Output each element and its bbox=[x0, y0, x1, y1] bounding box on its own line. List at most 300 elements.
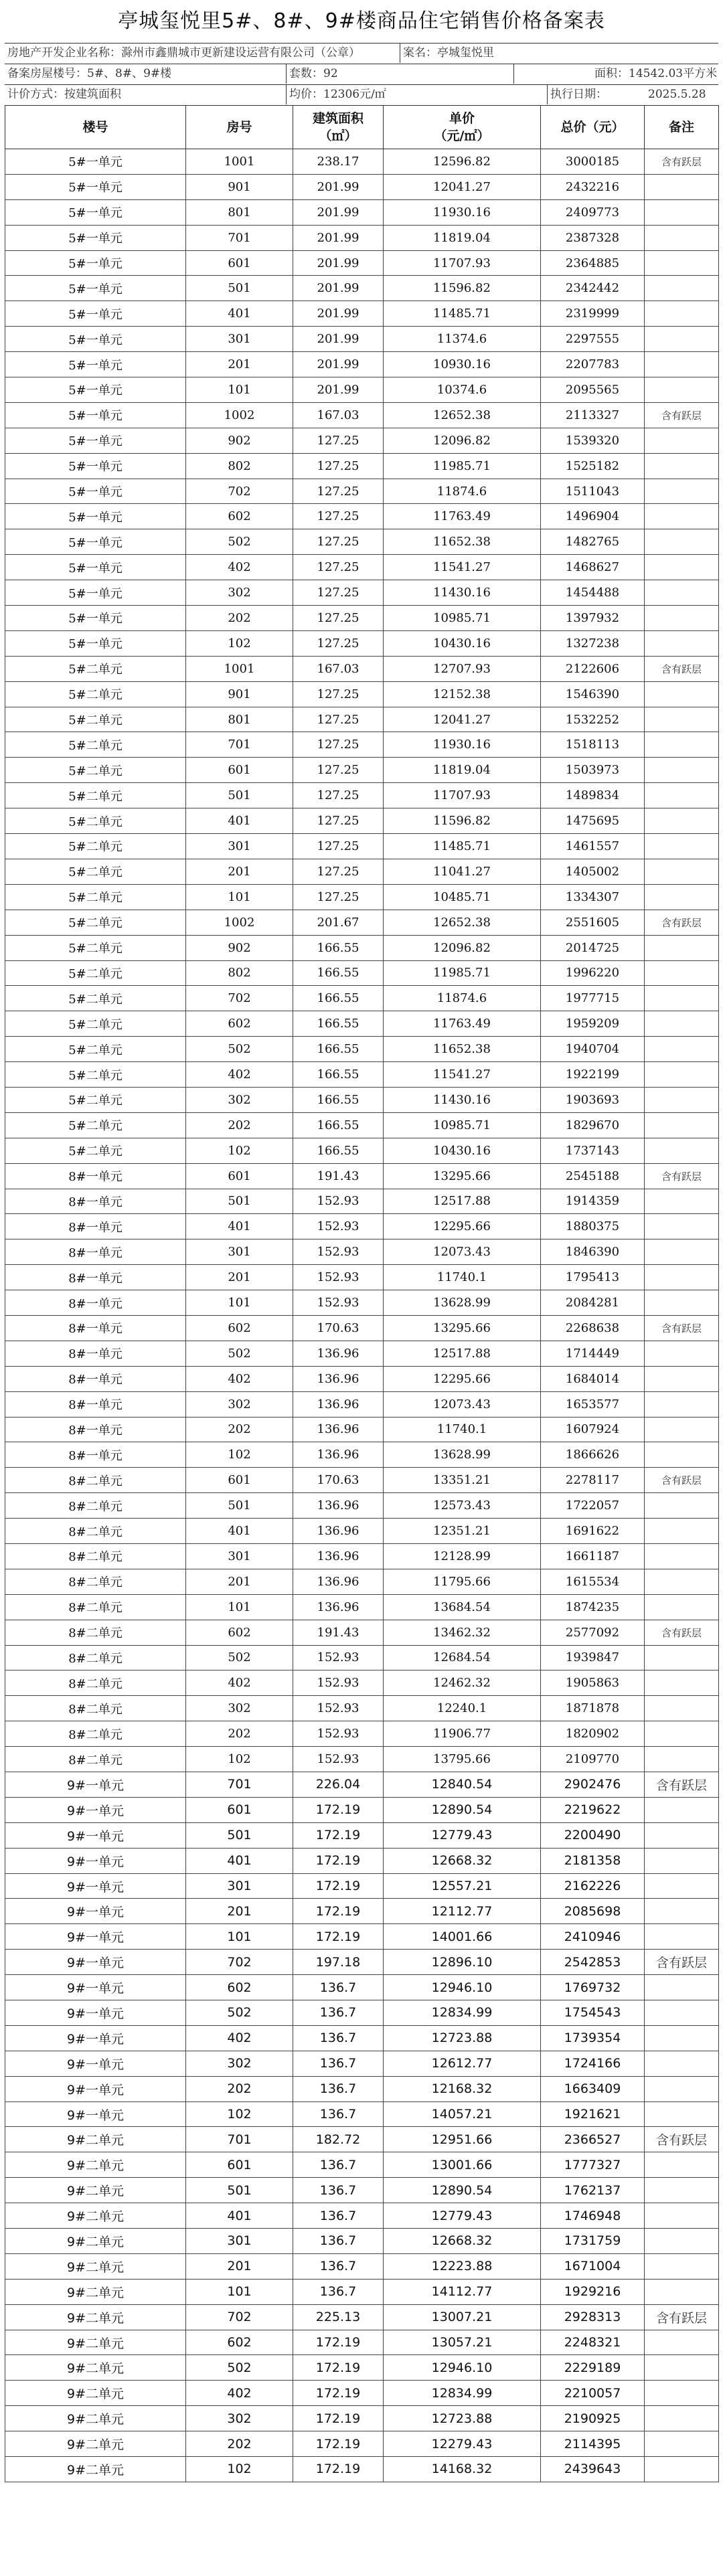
total-price-cell: 1397932 bbox=[541, 606, 645, 631]
table-row bbox=[5, 758, 719, 783]
building-cell: 9#二单元 bbox=[5, 2457, 186, 2482]
building-cell: 5#二单元 bbox=[5, 1037, 186, 1062]
note-cell bbox=[645, 2152, 719, 2178]
note-cell bbox=[645, 2457, 719, 2482]
note-cell bbox=[645, 2406, 719, 2431]
note-cell bbox=[645, 1645, 719, 1670]
table-row bbox=[5, 327, 719, 352]
table-row bbox=[5, 1519, 719, 1544]
building-cell: 8#二单元 bbox=[5, 1519, 186, 1544]
total-price-cell: 2190925 bbox=[541, 2406, 645, 2431]
total-price-cell: 1454488 bbox=[541, 580, 645, 606]
building-cell: 5#一单元 bbox=[5, 352, 186, 377]
area-cell: 191.43 bbox=[293, 1163, 384, 1189]
note-cell bbox=[645, 2355, 719, 2381]
area-cell: 127.25 bbox=[293, 606, 384, 631]
room-cell: 101 bbox=[186, 884, 293, 910]
table-row bbox=[5, 377, 719, 403]
area-cell: 152.93 bbox=[293, 1189, 384, 1214]
unit-price-cell: 11707.93 bbox=[384, 783, 541, 808]
room-cell: 302 bbox=[186, 2406, 293, 2431]
area-cell: 172.19 bbox=[293, 1873, 384, 1899]
room-cell: 101 bbox=[186, 1290, 293, 1316]
note-cell bbox=[645, 2431, 719, 2457]
note-cell bbox=[645, 1011, 719, 1037]
note-cell bbox=[645, 1899, 719, 1924]
table-row bbox=[5, 1163, 719, 1189]
area-cell: 172.19 bbox=[293, 2406, 384, 2431]
building-cell: 8#二单元 bbox=[5, 1569, 186, 1594]
unit-price-cell: 10374.6 bbox=[384, 377, 541, 403]
building-cell: 9#一单元 bbox=[5, 2000, 186, 2026]
total-price-cell: 1959209 bbox=[541, 1011, 645, 1037]
building-cell: 8#一单元 bbox=[5, 1417, 186, 1442]
table-row bbox=[5, 1747, 719, 1772]
meta-row-developer bbox=[5, 43, 718, 64]
total-price-cell: 1820902 bbox=[541, 1721, 645, 1747]
unit-price-cell: 11906.77 bbox=[384, 1721, 541, 1747]
total-price-cell: 1940704 bbox=[541, 1037, 645, 1062]
room-cell: 401 bbox=[186, 1214, 293, 1239]
unit-price-cell: 11652.38 bbox=[384, 529, 541, 555]
room-cell: 102 bbox=[186, 2457, 293, 2482]
total-price-cell: 2278117 bbox=[541, 1468, 645, 1493]
unit-price-cell: 12612.77 bbox=[384, 2051, 541, 2076]
building-cell: 9#一单元 bbox=[5, 2025, 186, 2051]
building-cell: 8#二单元 bbox=[5, 1670, 186, 1696]
header-unit-price bbox=[384, 106, 541, 149]
building-cell: 8#一单元 bbox=[5, 1239, 186, 1265]
room-cell: 401 bbox=[186, 808, 293, 834]
table-row bbox=[5, 732, 719, 758]
total-price-cell: 1671004 bbox=[541, 2253, 645, 2279]
total-price-cell: 2248321 bbox=[541, 2330, 645, 2355]
room-cell: 402 bbox=[186, 555, 293, 580]
note-cell bbox=[645, 1442, 719, 1468]
note-cell bbox=[645, 1797, 719, 1822]
total-price-cell: 1405002 bbox=[541, 859, 645, 884]
unit-price-cell: 12041.27 bbox=[384, 707, 541, 732]
building-cell: 9#一单元 bbox=[5, 1924, 186, 1950]
total-price-cell: 1922199 bbox=[541, 1062, 645, 1088]
building-cell: 5#一单元 bbox=[5, 504, 186, 529]
room-cell: 701 bbox=[186, 1772, 293, 1798]
building-cell: 5#一单元 bbox=[5, 529, 186, 555]
table-row bbox=[5, 783, 719, 808]
note-cell bbox=[645, 428, 719, 453]
room-cell: 702 bbox=[186, 479, 293, 504]
room-cell: 701 bbox=[186, 732, 293, 758]
note-cell bbox=[645, 174, 719, 199]
total-price-cell: 1737143 bbox=[541, 1138, 645, 1163]
table-row bbox=[5, 1037, 719, 1062]
table-row bbox=[5, 580, 719, 606]
building-cell: 5#一单元 bbox=[5, 327, 186, 352]
total-price-cell: 2342442 bbox=[541, 276, 645, 301]
table-row bbox=[5, 1924, 719, 1950]
unit-price-cell: 11374.6 bbox=[384, 327, 541, 352]
note-cell: 含有跃层 bbox=[645, 1468, 719, 1493]
note-cell bbox=[645, 1569, 719, 1594]
note-cell bbox=[645, 2000, 719, 2026]
note-cell bbox=[645, 1062, 719, 1088]
table-row bbox=[5, 529, 719, 555]
total-price-cell: 2551605 bbox=[541, 910, 645, 935]
note-cell: 含有跃层 bbox=[645, 656, 719, 681]
area-cell: 166.55 bbox=[293, 986, 384, 1011]
unit-price-cell: 10485.71 bbox=[384, 884, 541, 910]
table-row bbox=[5, 2229, 719, 2254]
note-cell bbox=[645, 1493, 719, 1519]
building-cell: 5#一单元 bbox=[5, 479, 186, 504]
table-row bbox=[5, 859, 719, 884]
note-cell bbox=[645, 352, 719, 377]
area-cell: 127.25 bbox=[293, 479, 384, 504]
unit-price-cell: 11763.49 bbox=[384, 1011, 541, 1037]
unit-price-cell: 11740.1 bbox=[384, 1265, 541, 1290]
room-cell: 501 bbox=[186, 276, 293, 301]
table-row bbox=[5, 555, 719, 580]
unit-price-cell: 11541.27 bbox=[384, 555, 541, 580]
note-cell bbox=[645, 1239, 719, 1265]
table-row bbox=[5, 2253, 719, 2279]
header-area-line2: （㎡） bbox=[319, 128, 357, 143]
note-cell bbox=[645, 1341, 719, 1366]
table-row bbox=[5, 1189, 719, 1214]
document-title: 亭城玺悦里5#、8#、9#楼商品住宅销售价格备案表 bbox=[118, 9, 605, 33]
note-cell bbox=[645, 1543, 719, 1569]
building-cell: 5#二单元 bbox=[5, 910, 186, 935]
building-cell: 5#一单元 bbox=[5, 453, 186, 479]
total-price-cell: 2162226 bbox=[541, 1873, 645, 1899]
table-row bbox=[5, 301, 719, 327]
unit-price-cell: 11596.82 bbox=[384, 276, 541, 301]
total-price-cell: 1334307 bbox=[541, 884, 645, 910]
date-label: 执行日期： bbox=[550, 88, 607, 101]
area-cell: 166.55 bbox=[293, 1062, 384, 1088]
room-cell: 402 bbox=[186, 2025, 293, 2051]
table-row bbox=[5, 1112, 719, 1138]
table-row bbox=[5, 1442, 719, 1468]
building-cell: 5#二单元 bbox=[5, 707, 186, 732]
note-cell bbox=[645, 960, 719, 986]
building-cell: 5#二单元 bbox=[5, 732, 186, 758]
table-row bbox=[5, 2330, 719, 2355]
area-cell: 127.25 bbox=[293, 428, 384, 453]
area-cell: 172.19 bbox=[293, 1822, 384, 1848]
room-cell: 401 bbox=[186, 1848, 293, 1873]
note-cell bbox=[645, 1747, 719, 1772]
unit-price-cell: 11819.04 bbox=[384, 225, 541, 250]
unit-price-cell: 12840.54 bbox=[384, 1772, 541, 1798]
room-cell: 902 bbox=[186, 428, 293, 453]
room-cell: 501 bbox=[186, 1189, 293, 1214]
note-cell bbox=[645, 301, 719, 327]
room-cell: 1001 bbox=[186, 149, 293, 175]
note-cell bbox=[645, 1417, 719, 1442]
total-price-cell: 1532252 bbox=[541, 707, 645, 732]
building-cell: 8#一单元 bbox=[5, 1189, 186, 1214]
note-cell bbox=[645, 1924, 719, 1950]
table-row bbox=[5, 1569, 719, 1594]
room-cell: 801 bbox=[186, 707, 293, 732]
room-cell: 502 bbox=[186, 1037, 293, 1062]
building-cell: 9#二单元 bbox=[5, 2431, 186, 2457]
building-cell: 8#二单元 bbox=[5, 1543, 186, 1569]
total-price-cell: 2364885 bbox=[541, 250, 645, 276]
method-label: 计价方式： bbox=[7, 88, 64, 101]
note-cell bbox=[645, 758, 719, 783]
total-price-cell: 2319999 bbox=[541, 301, 645, 327]
room-cell: 602 bbox=[186, 1620, 293, 1645]
room-cell: 302 bbox=[186, 580, 293, 606]
building-cell: 5#二单元 bbox=[5, 986, 186, 1011]
area-cell: 152.93 bbox=[293, 1239, 384, 1265]
table-row bbox=[5, 1645, 719, 1670]
avg-price-value: 12306元/㎡ bbox=[323, 88, 386, 101]
note-cell bbox=[645, 580, 719, 606]
table-row bbox=[5, 1341, 719, 1366]
building-cell: 8#二单元 bbox=[5, 1747, 186, 1772]
area-cell: 226.04 bbox=[293, 1772, 384, 1798]
table-row bbox=[5, 1873, 719, 1899]
total-price-cell: 1503973 bbox=[541, 758, 645, 783]
room-cell: 702 bbox=[186, 1950, 293, 1975]
building-cell bbox=[5, 64, 286, 84]
room-cell: 1002 bbox=[186, 910, 293, 935]
note-cell bbox=[645, 1822, 719, 1848]
area-cell: 225.13 bbox=[293, 2304, 384, 2330]
room-cell: 202 bbox=[186, 1417, 293, 1442]
unit-price-cell: 12779.43 bbox=[384, 2203, 541, 2229]
building-cell: 9#二单元 bbox=[5, 2253, 186, 2279]
room-cell: 401 bbox=[186, 1519, 293, 1544]
building-cell: 9#二单元 bbox=[5, 2406, 186, 2431]
area-cell: 136.7 bbox=[293, 2025, 384, 2051]
building-cell: 5#一单元 bbox=[5, 276, 186, 301]
total-price-cell: 1762137 bbox=[541, 2178, 645, 2203]
room-cell: 102 bbox=[186, 1138, 293, 1163]
unit-price-cell: 12896.10 bbox=[384, 1950, 541, 1975]
note-cell bbox=[645, 250, 719, 276]
building-cell: 5#一单元 bbox=[5, 149, 186, 175]
area-cell: 127.25 bbox=[293, 808, 384, 834]
note-cell bbox=[645, 327, 719, 352]
total-price-cell: 2229189 bbox=[541, 2355, 645, 2381]
area-cell: 136.96 bbox=[293, 1493, 384, 1519]
table-row bbox=[5, 986, 719, 1011]
table-row bbox=[5, 1239, 719, 1265]
building-cell: 8#二单元 bbox=[5, 1696, 186, 1721]
room-cell: 201 bbox=[186, 1265, 293, 1290]
total-price-cell: 2113327 bbox=[541, 402, 645, 428]
building-cell: 8#一单元 bbox=[5, 1163, 186, 1189]
unit-price-cell: 11930.16 bbox=[384, 199, 541, 225]
room-cell: 302 bbox=[186, 1087, 293, 1112]
note-cell: 含有跃层 bbox=[645, 2304, 719, 2330]
unit-price-cell: 11596.82 bbox=[384, 808, 541, 834]
note-cell bbox=[645, 834, 719, 859]
building-cell: 9#一单元 bbox=[5, 1873, 186, 1899]
building-cell: 5#一单元 bbox=[5, 428, 186, 453]
building-cell: 8#一单元 bbox=[5, 1265, 186, 1290]
room-cell: 202 bbox=[186, 606, 293, 631]
area-cell: 172.19 bbox=[293, 2457, 384, 2482]
table-row bbox=[5, 1493, 719, 1519]
table-row bbox=[5, 606, 719, 631]
area-cell: 201.99 bbox=[293, 174, 384, 199]
unit-price-cell: 11985.71 bbox=[384, 960, 541, 986]
total-price-cell: 2387328 bbox=[541, 225, 645, 250]
note-cell: 含有跃层 bbox=[645, 2127, 719, 2152]
building-cell: 5#二单元 bbox=[5, 808, 186, 834]
unit-price-cell: 10985.71 bbox=[384, 1112, 541, 1138]
area-cell: 136.7 bbox=[293, 2152, 384, 2178]
note-cell: 含有跃层 bbox=[645, 402, 719, 428]
total-price-cell: 1461557 bbox=[541, 834, 645, 859]
note-cell: 含有跃层 bbox=[645, 1950, 719, 1975]
total-price-cell: 1496904 bbox=[541, 504, 645, 529]
meta-row-building bbox=[5, 64, 718, 84]
area-cell: 136.96 bbox=[293, 1442, 384, 1468]
room-cell: 601 bbox=[186, 1797, 293, 1822]
total-price-cell: 1939847 bbox=[541, 1645, 645, 1670]
area-cell: 152.93 bbox=[293, 1670, 384, 1696]
building-cell: 8#二单元 bbox=[5, 1645, 186, 1670]
unit-price-cell: 13295.66 bbox=[384, 1315, 541, 1341]
total-price-cell: 1746948 bbox=[541, 2203, 645, 2229]
total-price-cell: 2181358 bbox=[541, 1848, 645, 1873]
unit-price-cell: 13295.66 bbox=[384, 1163, 541, 1189]
total-price-cell: 3000185 bbox=[541, 149, 645, 175]
note-cell bbox=[645, 225, 719, 250]
table-row bbox=[5, 352, 719, 377]
room-cell: 501 bbox=[186, 783, 293, 808]
unit-price-cell: 14001.66 bbox=[384, 1924, 541, 1950]
table-row bbox=[5, 2381, 719, 2406]
area-cell: 136.96 bbox=[293, 1391, 384, 1417]
note-cell bbox=[645, 808, 719, 834]
note-cell bbox=[645, 783, 719, 808]
unit-price-cell: 12779.43 bbox=[384, 1822, 541, 1848]
area-cell: 170.63 bbox=[293, 1315, 384, 1341]
date-value: 2025.5.28 bbox=[648, 88, 706, 101]
note-cell bbox=[645, 2101, 719, 2127]
total-price-cell: 1754543 bbox=[541, 2000, 645, 2026]
units-value: 92 bbox=[323, 67, 338, 80]
area-cell: 136.7 bbox=[293, 2203, 384, 2229]
table-row bbox=[5, 1417, 719, 1442]
table-row bbox=[5, 707, 719, 732]
total-price-cell: 2297555 bbox=[541, 327, 645, 352]
area-cell: 166.55 bbox=[293, 1087, 384, 1112]
area-cell: 166.55 bbox=[293, 935, 384, 960]
table-row bbox=[5, 2025, 719, 2051]
table-row bbox=[5, 1721, 719, 1747]
header-total: 总价（元） bbox=[541, 106, 645, 149]
area-cell: 127.25 bbox=[293, 884, 384, 910]
note-cell: 含有跃层 bbox=[645, 1163, 719, 1189]
unit-price-cell: 12951.66 bbox=[384, 2127, 541, 2152]
unit-price-cell: 12517.88 bbox=[384, 1189, 541, 1214]
area-label: 面积： bbox=[594, 67, 629, 80]
total-price-cell: 1468627 bbox=[541, 555, 645, 580]
area-cell: 127.25 bbox=[293, 580, 384, 606]
total-price-cell: 1903693 bbox=[541, 1087, 645, 1112]
room-cell: 501 bbox=[186, 1822, 293, 1848]
unit-price-cell: 12890.54 bbox=[384, 1797, 541, 1822]
note-cell bbox=[645, 1848, 719, 1873]
total-price-cell: 1914359 bbox=[541, 1189, 645, 1214]
header-unit-price-line1: 单价 bbox=[449, 111, 475, 126]
building-cell: 5#一单元 bbox=[5, 250, 186, 276]
unit-price-cell: 12652.38 bbox=[384, 402, 541, 428]
unit-price-cell: 11930.16 bbox=[384, 732, 541, 758]
building-cell: 8#一单元 bbox=[5, 1391, 186, 1417]
total-price-cell: 1829670 bbox=[541, 1112, 645, 1138]
note-cell bbox=[645, 1721, 719, 1747]
building-cell: 9#一单元 bbox=[5, 2101, 186, 2127]
area-value: 14542.03平方米 bbox=[629, 67, 718, 80]
room-cell: 902 bbox=[186, 935, 293, 960]
total-price-cell: 2014725 bbox=[541, 935, 645, 960]
note-cell: 含有跃层 bbox=[645, 1772, 719, 1798]
room-cell: 402 bbox=[186, 1366, 293, 1391]
area-cell: 136.7 bbox=[293, 2000, 384, 2026]
table-row bbox=[5, 504, 719, 529]
room-cell: 201 bbox=[186, 352, 293, 377]
building-cell: 9#一单元 bbox=[5, 1899, 186, 1924]
total-price-cell: 1489834 bbox=[541, 783, 645, 808]
total-price-cell: 1880375 bbox=[541, 1214, 645, 1239]
building-label: 备案房屋楼号： bbox=[7, 67, 87, 80]
total-price-cell: 2545188 bbox=[541, 1163, 645, 1189]
header-building: 楼号 bbox=[5, 106, 186, 149]
building-cell: 9#一单元 bbox=[5, 1848, 186, 1873]
building-cell: 9#二单元 bbox=[5, 2152, 186, 2178]
building-cell: 8#二单元 bbox=[5, 1620, 186, 1645]
unit-price-cell: 13057.21 bbox=[384, 2330, 541, 2355]
total-price-cell: 2410946 bbox=[541, 1924, 645, 1950]
room-cell: 201 bbox=[186, 2253, 293, 2279]
table-row bbox=[5, 1138, 719, 1163]
building-cell: 9#一单元 bbox=[5, 2076, 186, 2101]
note-cell bbox=[645, 1670, 719, 1696]
unit-price-cell: 12462.32 bbox=[384, 1670, 541, 1696]
room-cell: 602 bbox=[186, 504, 293, 529]
note-cell bbox=[645, 2203, 719, 2229]
building-cell: 8#一单元 bbox=[5, 1366, 186, 1391]
total-price-cell: 1874235 bbox=[541, 1594, 645, 1620]
room-cell: 302 bbox=[186, 1391, 293, 1417]
total-price-cell: 1722057 bbox=[541, 1493, 645, 1519]
table-row bbox=[5, 174, 719, 199]
total-price-cell: 2095565 bbox=[541, 377, 645, 403]
building-cell: 5#二单元 bbox=[5, 859, 186, 884]
area-cell: 166.55 bbox=[293, 1112, 384, 1138]
area-cell: 136.7 bbox=[293, 2178, 384, 2203]
area-cell: 152.93 bbox=[293, 1721, 384, 1747]
total-price-cell: 1607924 bbox=[541, 1417, 645, 1442]
building-cell: 8#二单元 bbox=[5, 1493, 186, 1519]
room-cell: 601 bbox=[186, 758, 293, 783]
unit-price-cell: 12223.88 bbox=[384, 2253, 541, 2279]
area-cell: 170.63 bbox=[293, 1468, 384, 1493]
area-cell: 152.93 bbox=[293, 1265, 384, 1290]
total-price-cell: 1482765 bbox=[541, 529, 645, 555]
table-row bbox=[5, 1265, 719, 1290]
project-cell bbox=[400, 44, 718, 63]
